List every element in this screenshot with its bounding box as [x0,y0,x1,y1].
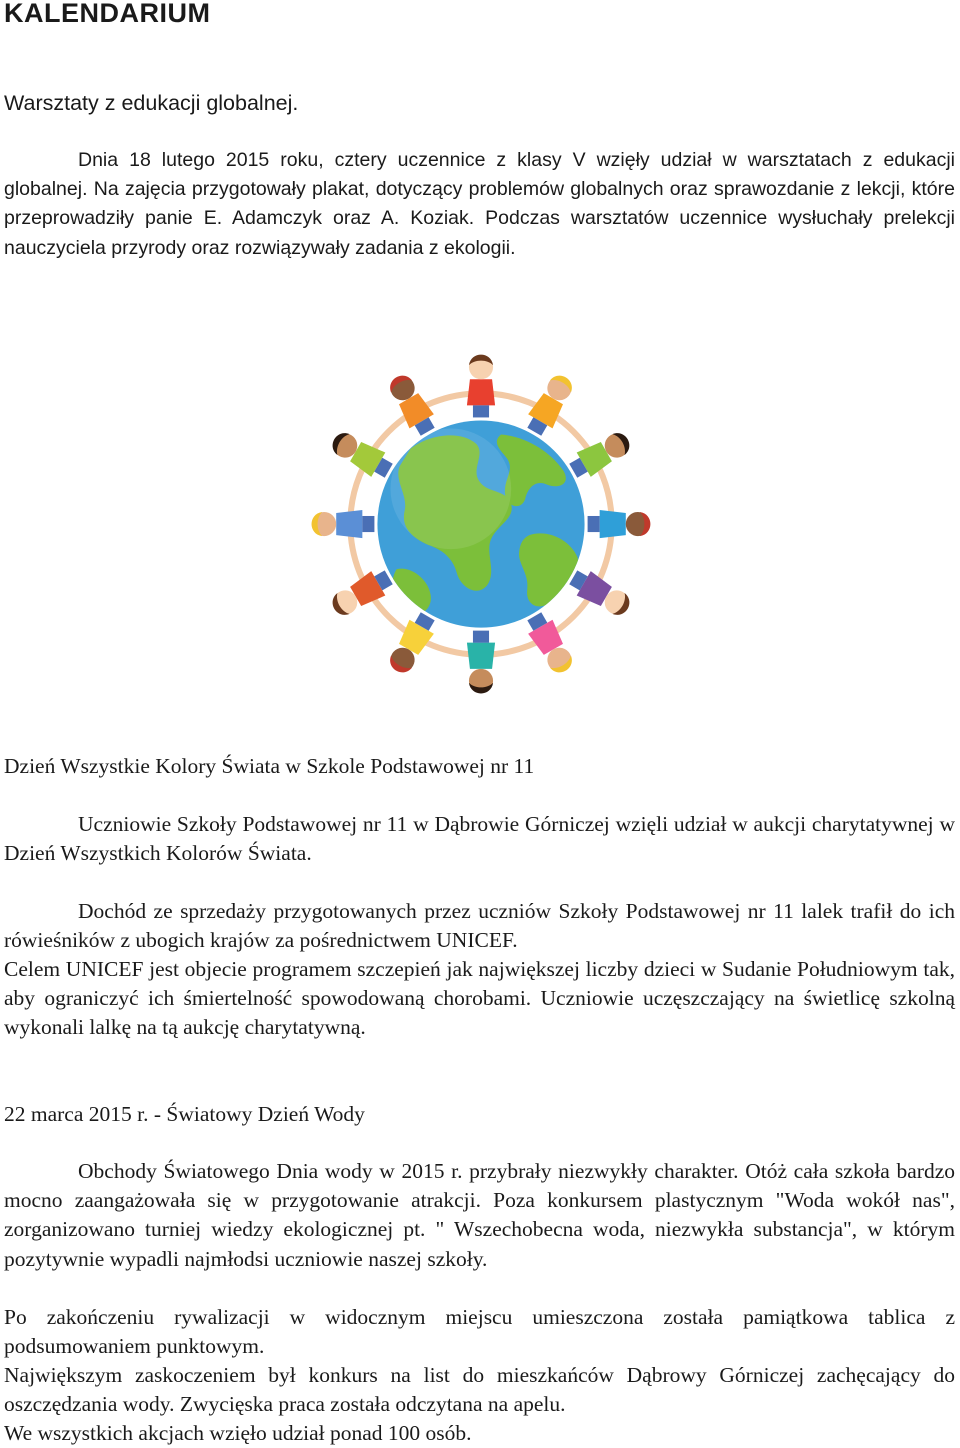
paragraph-letter-contest: Największym zaskoczeniem był konkurs na list do mieszkańców Dąbrowy Górniczej zachęcający do oszczędzania wody. Zwycięska praca została odczytana na apelu. [4,1363,955,1417]
child-figure [467,355,495,418]
section-heading-colors-of-world: Dzień Wszystkie Kolory Świata w Szkole Podstawowej nr 11 [4,754,535,778]
paragraph-charity-auction: Uczniowie Szkoły Podstawowej nr 11 w Dąbrowie Górniczej wzięli udział w aukcji charytatywnej w Dzień Wszystkich Kolorów Świata. [4,812,955,866]
section-heading-world-water-day: 22 marca 2015 r. - Światowy Dzień Wody [4,1102,365,1126]
child-figure [588,510,651,538]
globe-highlight [391,429,512,550]
paragraph-unicef-goal: Celem UNICEF jest objecie programem szczepień jak największej liczby dzieci w Sudanie Południowym tak, aby ograniczyć ich śmiertelność spowodowaną chorobami. Uczniowie uczęszczający na świetlicę szkolną wykonali lalkę na tą aukcję charytatywną. [4,957,955,1040]
paragraph-water-day-celebration: Obchody Światowego Dnia wody w 2015 r. przybrały niezwykły charakter. Otóż cała szkoła bardzo mocno zaangażowała się w przygotowanie atrakcji. Poza konkursem plastycznym "Woda wokół nas", zorganizowano turniej wiedzy ekologicznej pt. " Wszechobecna woda, niezwykła substancja", w którym pozytywnie wypadli najmłodsi uczniowie naszej szkoły. [4,1159,955,1271]
paragraph-participants-count: We wszystkich akcjach wzięło udział ponad 100 osób. [4,1421,472,1445]
children-around-globe-illustration [300,338,662,700]
paragraph-doll-sales: Dochód ze sprzedaży przygotowanych przez uczniów Szkoły Podstawowej nr 11 lalek trafił do ich rówieśników z ubogich krajów za pośrednictwem UNICEF. [4,899,955,953]
paragraph-global-education: Dnia 18 lutego 2015 roku, cztery uczennice z klasy V wzięły udział w warsztatach z edukacji globalnej. Na zajęcia przygotowały plakat, dotyczący problemów globalnych oraz sprawozdanie z lekcji, które przeprowadziły panie E. Adamczyk oraz A. Koziak. Podczas warsztatów uczennice wysłuchały prelekcji nauczyciela przyrody oraz rozwiązywały zadania z ekologii. [4,149,955,259]
paragraph-commemorative-board: Po zakończeniu rywalizacji w widocznym miejscu umieszczona została pamiątkowa tablica z podsumowaniem punktowym. [4,1305,955,1359]
document-title: KALENDARIUM [4,0,211,28]
child-figure [467,631,495,694]
section-heading-global-education: Warsztaty z edukacji globalnej. [4,91,299,115]
child-figure [312,510,375,538]
